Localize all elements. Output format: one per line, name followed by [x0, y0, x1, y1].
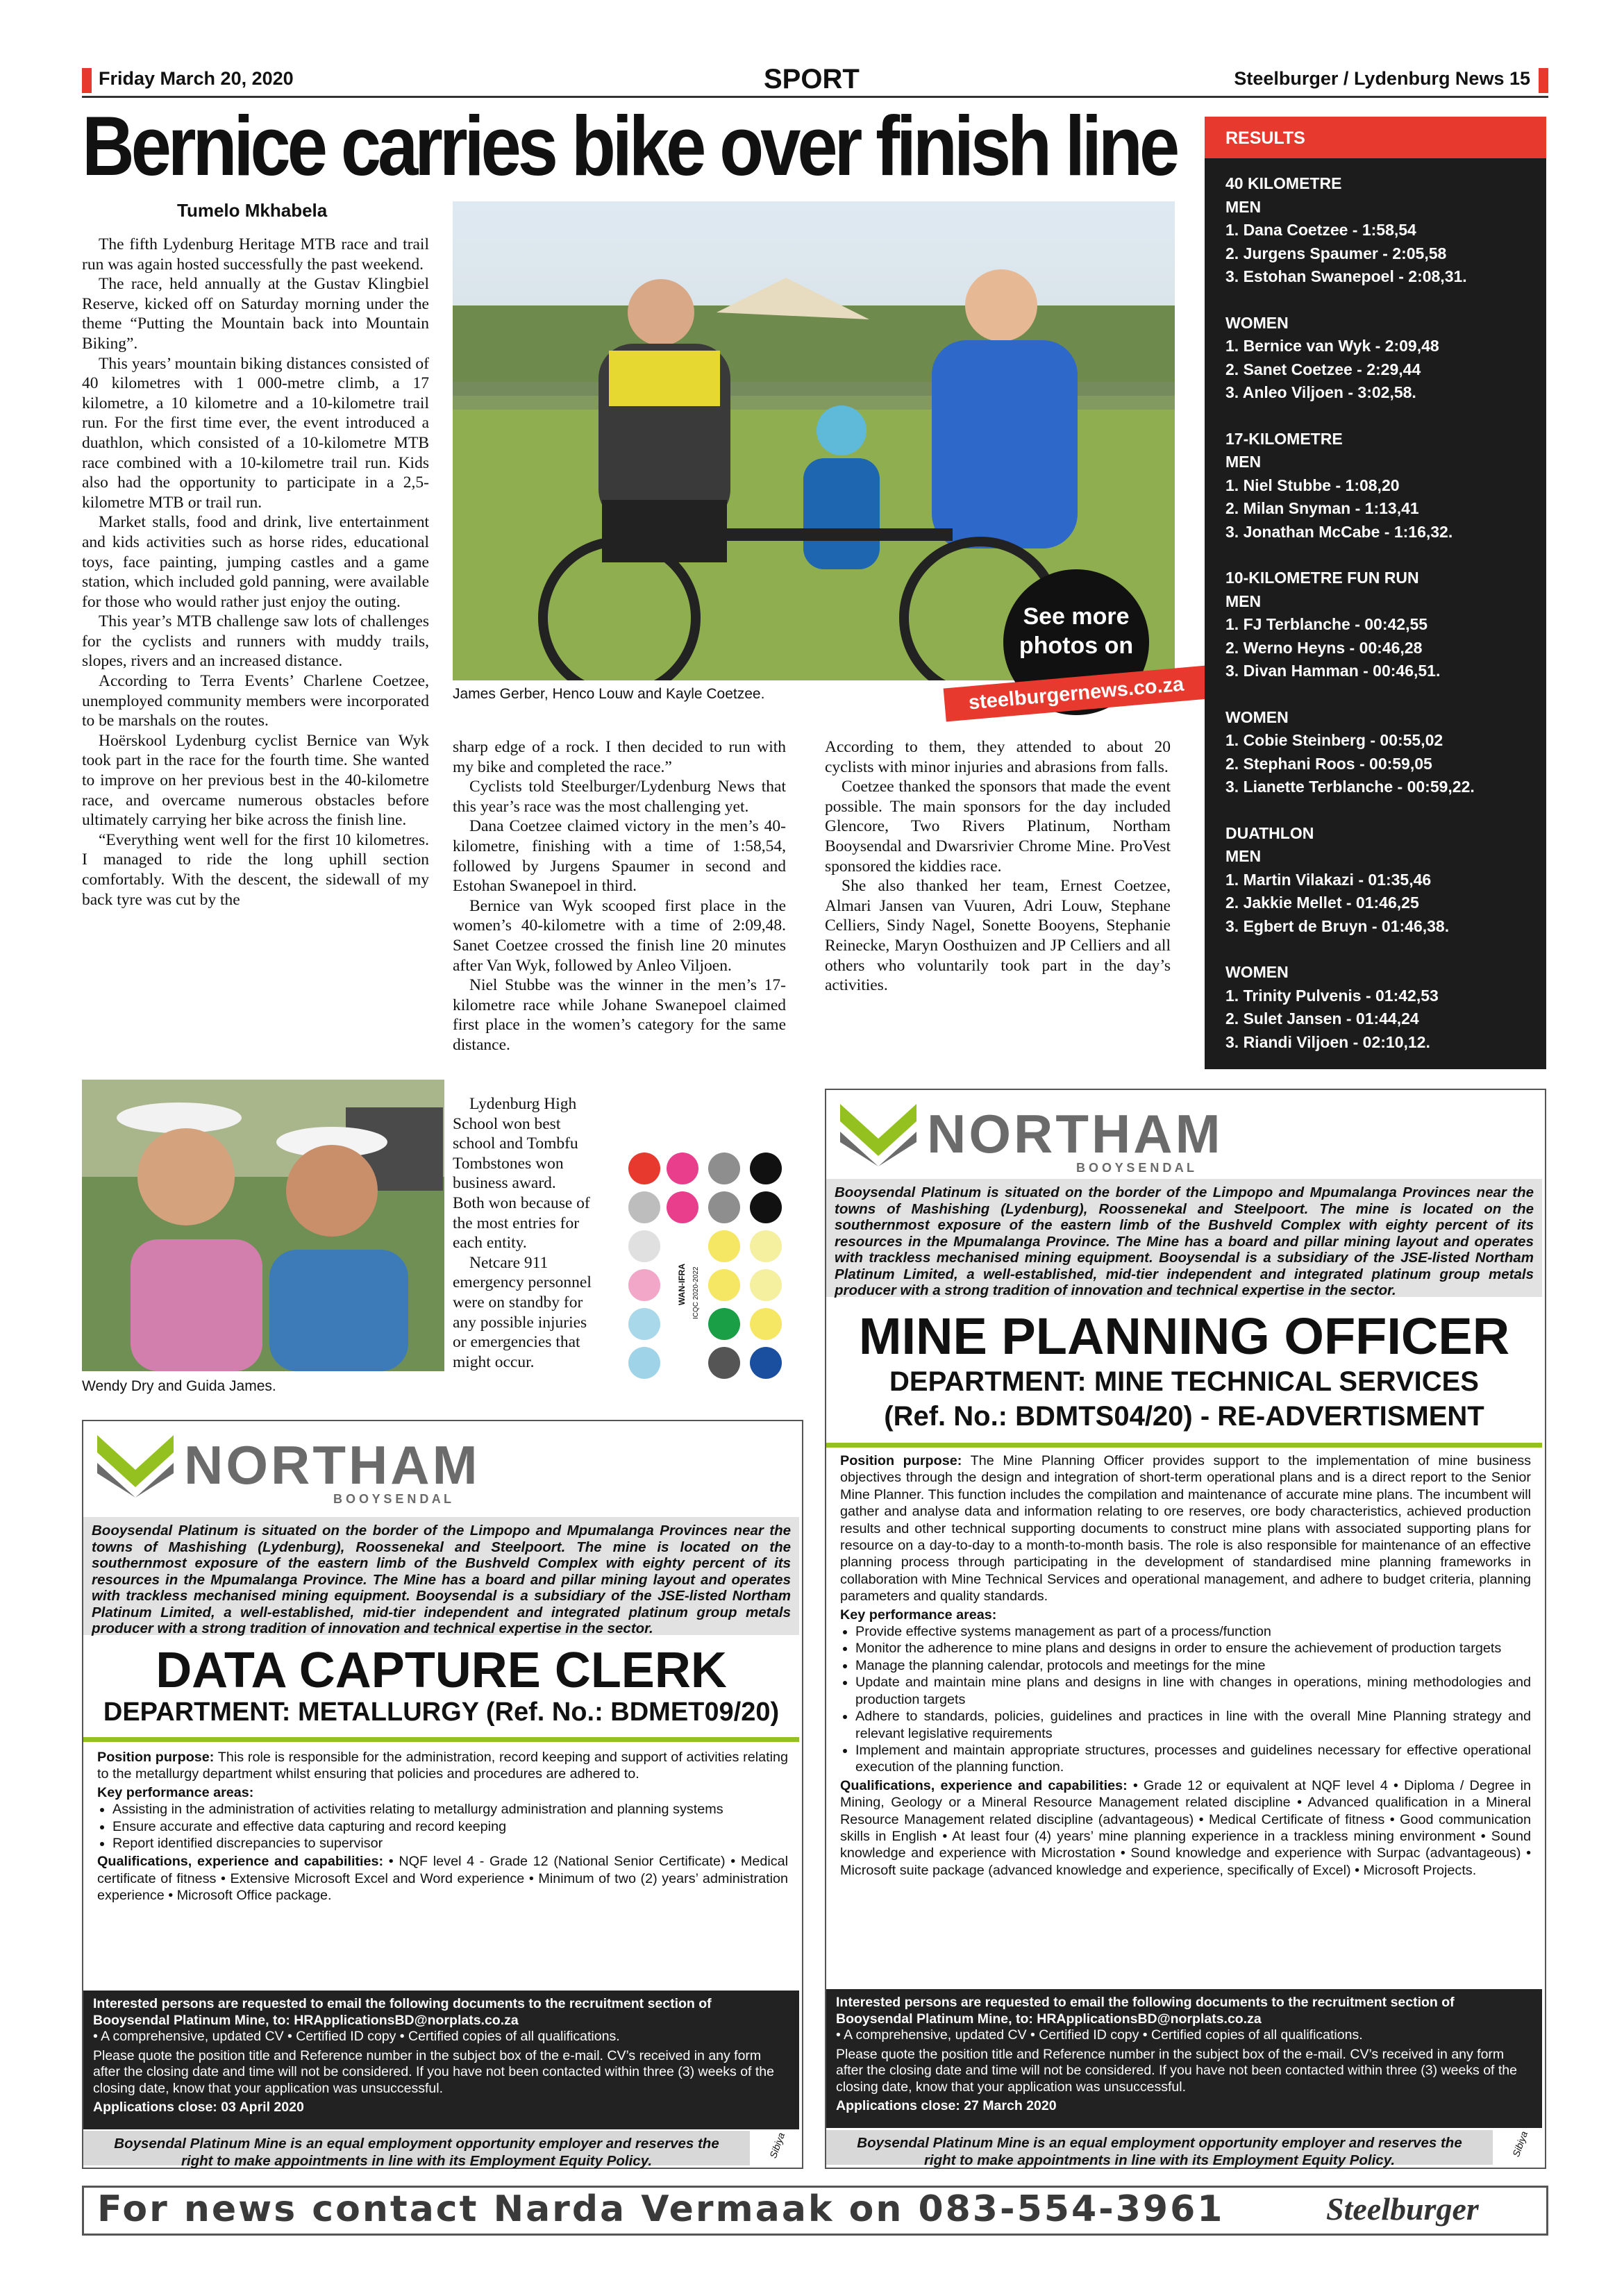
northam-logo-icon	[97, 1435, 174, 1498]
paragraph: Niel Stubbe was the winner in the men’s 17-kilometre race while Johane Swanepoel claimed first place in the women’s category for the same distance.	[453, 976, 786, 1054]
colour-swatch	[708, 1230, 740, 1262]
colour-swatch	[708, 1269, 740, 1301]
colour-swatch	[750, 1347, 782, 1379]
ad-body	[97, 1749, 788, 1904]
result-line: 3. Lianette Terblanche - 00:59,22.	[1225, 778, 1475, 796]
equity-statement: Boysendal Platinum Mine is an equal employment opportunity employer and reserves the right to make appointments in line with its Employment Equity Policy.	[826, 2130, 1493, 2165]
ad-data-capture-clerk	[82, 1420, 803, 2169]
runners-photo	[82, 1080, 444, 1371]
result-gap	[1225, 544, 1538, 567]
news-contact: For news contact Narda Vermaak on 083-554-3961	[97, 2188, 1225, 2230]
icqc-label: ICQC 2020-2022	[692, 1266, 700, 1319]
kpa-list	[97, 1801, 788, 1852]
equity-statement: Boysendal Platinum Mine is an equal employment opportunity employer and reserves the right to make appointments in line with its Employment Equity Policy.	[83, 2131, 750, 2165]
result-gap	[1225, 799, 1538, 822]
northam-logo-icon	[840, 1104, 916, 1166]
photo-caption: James Gerber, Henco Louw and Kayle Coetzee.	[453, 686, 765, 702]
result-line: 2. Stephani Roos - 00:59,05	[1225, 754, 1432, 773]
qualifications: Qualifications, experience and capabilities: • Grade 12 or equivalent at NQF level 4 • Diploma / Degree in Mining, Geology or a Mineral Resource Management related discipline • Advanced qualification in a Mineral Resource Management related discipline (advantageous) • Medical Certificate of fitness • Good communication skills in English • At least four (4) years’ mine planning experience in a trackless mining environment • Sound knowledge and experience with Microstation • Sound knowledge and experience with Surpac (advantageous) • Microsoft suite package (advanced knowledge and experience, specifically of Excel) • Microsoft Projects.	[840, 1777, 1531, 1878]
signature-stamp: Sibiya	[1510, 2129, 1530, 2159]
result-gap	[1225, 683, 1538, 706]
colour-swatch	[708, 1191, 740, 1223]
green-divider	[826, 1443, 1542, 1448]
ad-mine-planning-officer	[825, 1089, 1546, 2169]
result-line: 40 KILOMETRE	[1225, 174, 1342, 192]
ad-intro: Booysendal Platinum is situated on the border of the Limpopo and Mpumalanga Provinces near the towns of Mashishing (Lydenburg), Roossenekal and Steelpoort. The mine is located on the southernmost exposure of the eastern limb of the Bushveld Complex with eighty percent of its resources in the Mpumalanga Province. The Mine has a board and pillar mining layout and operates with trackless mechanised mining equipment. Booysendal is a subsidiary of the JSE-listed Northam Platinum Limited, a well-established, mid-tier independent and integrated platinum group metals producer with a strong tradition of innovation and technical expertise in the sector.	[83, 1517, 799, 1635]
list-item: • Manage the planning calendar, protocols and meetings for the mine	[855, 1657, 1531, 1674]
job-title: MINE PLANNING OFFICER	[858, 1307, 1510, 1365]
list-item: • Ensure accurate and effective data capturing and record keeping	[112, 1818, 788, 1835]
results-panel	[1205, 117, 1546, 1069]
required-documents: • A comprehensive, updated CV • Certified ID copy • Certified copies of all qualifications.	[836, 2027, 1363, 2043]
paragraph: According to them, they attended to about 20 cyclists with minor injuries and abrasions from falls.	[825, 738, 1171, 776]
result-line: 1. Bernice van Wyk - 2:09,48	[1225, 337, 1439, 355]
colour-swatch	[708, 1153, 740, 1184]
result-line: 1. Trinity Pulvenis - 01:42,53	[1225, 986, 1439, 1005]
colour-swatch	[708, 1308, 740, 1340]
result-line: 3. Estohan Swanepoel - 2:08,31.	[1225, 267, 1467, 285]
steelburger-logo: Steelburger	[1326, 2191, 1479, 2227]
colour-swatch	[667, 1191, 698, 1223]
kpa-list	[840, 1623, 1531, 1776]
apply-instructions: Interested persons are requested to email the following documents to the recruitment section of Booysendal Platinum Mine, to: HRApplicationsBD@norplats.co.za	[93, 1996, 712, 2028]
job-department: DEPARTMENT: METALLURGY (Ref. No.: BDMET09/20)	[103, 1698, 780, 1727]
list-item: • Adhere to standards, policies, guidelines and practices in line with the overall Mine Planning strategy and relevant legislative requirements	[855, 1708, 1531, 1742]
kpa-label: Key performance areas:	[97, 1784, 254, 1800]
result-line: MEN	[1225, 847, 1262, 865]
result-line: 2. Jakkie Mellet - 01:46,25	[1225, 894, 1419, 912]
closing-date: Applications close: 27 March 2020	[836, 2098, 1057, 2113]
result-line: 3. Jonathan McCabe - 1:16,32.	[1225, 522, 1453, 541]
article-column-1	[82, 235, 429, 910]
results-title: RESULTS	[1225, 128, 1305, 148]
paragraph: Market stalls, food and drink, live entertainment and kids activities such as horse rides, educational toys, face painting, jumping castles and a game station, which included gold panning, were available for those who would rather just enjoy the outing.	[82, 513, 429, 611]
required-documents: • A comprehensive, updated CV • Certified ID copy • Certified copies of all qualifications.	[93, 2029, 620, 2044]
result-line: WOMEN	[1225, 313, 1289, 332]
result-gap	[1225, 289, 1538, 312]
colour-swatch	[750, 1191, 782, 1223]
application-note: Please quote the position title and Reference number in the subject box of the e-mail. CV’s received in any form after the closing date and time will not be considered. If you have not been contacted within three (3) weeks of the closing date, know that your application was unsuccessful.	[836, 2046, 1517, 2095]
result-line: 2. Jurgens Spaumer - 2:05,58	[1225, 244, 1447, 262]
northam-logo-sub: B O O Y S E N D A L	[1076, 1161, 1195, 1175]
results-header	[1205, 117, 1546, 158]
colour-swatch	[628, 1347, 660, 1379]
colour-swatch	[628, 1269, 660, 1301]
colour-swatch	[628, 1153, 660, 1184]
list-item: • Implement and maintain appropriate structures, processes and guidelines necessary for effective operational execution of the planning function.	[855, 1742, 1531, 1776]
ad-body	[840, 1452, 1531, 1879]
position-purpose: Position purpose: The Mine Planning Officer provides support to the implementation of mine business objectives through the design and integration of short-term operational plans and is a direct report to the Senior Mine Planner. This function includes the compilation and maintenance of accurate mine plans. The incumbent will gather and analyse data and information relating to ore reserves, ore body characteristics, achieved production results and other technical supporting documents to construct mine plans with associated supporting plans for resource on a day-to-day to a month-to-month basis. The role is also responsible for maintenance of an effective planning process through participating in the development of standardised mine planning frameworks in collaboration with Mine Technical Services and operational management, and adhere to budget criteria, planning parameters and quality standards.	[840, 1453, 1532, 1604]
result-line: DUATHLON	[1225, 823, 1314, 842]
green-divider	[83, 1737, 799, 1742]
list-item: • Provide effective systems management as part of a process/function	[855, 1623, 1531, 1640]
article-headline: Bernice carries bike over finish line	[82, 99, 1177, 193]
result-line: 1. Niel Stubbe - 1:08,20	[1225, 476, 1400, 494]
qualifications: Qualifications, experience and capabilities: • NQF level 4 - Grade 12 (National Senior Certificate) • Medical certificate of fitness • Extensive Microsoft Excel and Word experience • Minimum of two (2) years’ administration experience • Microsoft Office package.	[97, 1854, 789, 1904]
ad-intro: Booysendal Platinum is situated on the border of the Limpopo and Mpumalanga Provinces near the towns of Mashishing (Lydenburg), Roossenekal and Steelpoort. The mine is located on the southernmost exposure of the eastern limb of the Bushveld Complex with eighty percent of its resources in the Mpumalanga Province. The Mine has a board and pillar mining layout and operates with trackless mechanised mining equipment. Booysendal is a subsidiary of the JSE-listed Northam Platinum Limited, a well-established, mid-tier independent and integrated platinum group metals producer with a strong tradition of innovation and technical expertise in the sector.	[826, 1179, 1542, 1297]
result-line: 2. Werno Heyns - 00:46,28	[1225, 638, 1423, 657]
application-info	[826, 1989, 1542, 2128]
colour-swatch	[667, 1153, 698, 1184]
result-gap	[1225, 405, 1538, 428]
result-line: WOMEN	[1225, 707, 1289, 726]
colour-swatch	[628, 1230, 660, 1262]
results-list	[1225, 172, 1538, 1054]
northam-logo-text: NORTHAM	[927, 1103, 1223, 1164]
paragraph: Netcare 911 emergency personnel were on standby for any possible injuries or emergencies that might occur.	[453, 1253, 592, 1371]
application-note: Please quote the position title and Reference number in the subject box of the e-mail. CV’s received in any form after the closing date and time will not be considered. If you have not been contacted within three (3) weeks of the closing date, know that your application was unsuccessful.	[93, 2047, 774, 2096]
article-column-2-narrow	[453, 1094, 592, 1372]
result-line: 10-KILOMETRE FUN RUN	[1225, 569, 1419, 587]
closing-date: Applications close: 03 April 2020	[93, 2100, 304, 2115]
result-line: 2. Sanet Coetzee - 2:29,44	[1225, 360, 1421, 378]
job-title: DATA CAPTURE CLERK	[156, 1643, 727, 1698]
paragraph: sharp edge of a rock. I then decided to run with my bike and completed the race.”	[453, 738, 786, 776]
result-line: WOMEN	[1225, 963, 1289, 981]
article-column-2	[453, 737, 786, 1055]
list-item: • Update and maintain mine plans and designs in line with changes in operations, mining methodologies and production targets	[855, 1674, 1531, 1708]
paragraph: Dana Coetzee claimed victory in the men’s 40-kilometre, finishing with a time of 1:58,54, followed by Jurgens Spaumer in second and Estohan Swanepoel in third.	[453, 817, 786, 896]
paragraph: Cyclists told Steelburger/Lydenburg News that this year’s race was the most challenging yet.	[453, 778, 786, 816]
list-item: • Monitor the adherence to mine plans and designs in order to ensure the achievement of production targets	[855, 1640, 1531, 1657]
result-line: 2. Sulet Jansen - 01:44,24	[1225, 1009, 1419, 1028]
paragraph: According to Terra Events’ Charlene Coetzee, unemployed community members were incorporated to be marshals on the routes.	[82, 672, 429, 730]
application-info	[83, 1991, 799, 2129]
header-accent-left	[82, 68, 92, 93]
result-line: 1. Martin Vilakazi - 01:35,46	[1225, 870, 1432, 889]
colour-control-chart	[628, 1153, 802, 1389]
paragraph: She also thanked her team, Ernest Coetzee, Almari Jansen van Vuuren, Adri Louw, Stephane Celliers, Sindy Nagel, Sonette Booyens, Stephanie Reinecke, Maryn Oosthuizen and JP Celliers and all others who voluntarily took part in the day’s activities.	[825, 877, 1171, 995]
result-line: 3. Anleo Viljoen - 3:02,58.	[1225, 383, 1416, 401]
kpa-label: Key performance areas:	[840, 1607, 997, 1623]
badge-line-1: See more	[1023, 603, 1130, 630]
colour-swatch	[628, 1191, 660, 1223]
apply-instructions: Interested persons are requested to email the following documents to the recruitment section of Booysendal Platinum Mine, to: HRApplicationsBD@norplats.co.za	[836, 1995, 1455, 2027]
colour-swatch	[750, 1153, 782, 1184]
list-item: • Assisting in the administration of activities relating to metallurgy administration and planning systems	[112, 1801, 788, 1818]
header-rule	[82, 96, 1548, 98]
result-line: MEN	[1225, 197, 1262, 216]
colour-swatch	[750, 1269, 782, 1301]
paper-page-label: Steelburger / Lydenburg News 15	[1234, 68, 1530, 89]
section-title: SPORT	[764, 64, 860, 94]
badge-line-2: photos on	[1019, 632, 1134, 659]
paragraph: Bernice van Wyk scooped first place in the women’s 40-kilometre with a time of 2:09,48. Sanet Coetzee crossed the finish line 20 minutes after Van Wyk, followed by Anleo Viljoen.	[453, 896, 786, 975]
paragraph: Lydenburg High School won best school and Tombfu Tombstones won business award. Both won because of the most entries for each entity.	[453, 1095, 590, 1252]
result-line: 3. Egbert de Bruyn - 01:46,38.	[1225, 916, 1450, 935]
northam-logo-text: NORTHAM	[184, 1434, 480, 1495]
result-line: 3. Riandi Viljoen - 02:10,12.	[1225, 1032, 1430, 1051]
article-byline: Tumelo Mkhabela	[177, 200, 328, 221]
colour-swatch	[708, 1347, 740, 1379]
result-line: 1. FJ Terblanche - 00:42,55	[1225, 615, 1428, 633]
paragraph: Coetzee thanked the sponsors that made the event possible. The main sponsors for the day included Glencore, Two Rivers Platinum, Northam Booysendal and Dwarsrivier Chrome Mine. ProVest sponsored the kiddies race.	[825, 778, 1171, 875]
result-line: 2. Milan Snyman - 1:13,41	[1225, 499, 1419, 517]
result-line: 1. Cobie Steinberg - 00:55,02	[1225, 731, 1443, 749]
colour-swatch	[628, 1308, 660, 1340]
signature-stamp: Sibiya	[767, 2131, 787, 2160]
colour-swatch	[750, 1308, 782, 1340]
result-line: 17-KILOMETRE	[1225, 429, 1343, 448]
paragraph: This years’ mountain biking distances consisted of 40 kilometres with 1 000-metre climb, a 17 kilometre, a 10 kilometre and a 10-kilometre trail run. For the first time ever, the event introduced a duathlon, which consisted of a 10-kilometre MTB race combined with a 10-kilometre trail run. Kids also had the opportunity to participate in a 2,5-kilometre MTB or trail run.	[82, 354, 429, 512]
article-column-3	[825, 737, 1171, 996]
list-item: • Report identified discrepancies to supervisor	[112, 1835, 788, 1852]
result-line: 3. Divan Hamman - 00:46,51.	[1225, 662, 1441, 680]
result-gap	[1225, 938, 1538, 961]
job-department: DEPARTMENT: MINE TECHNICAL SERVICES	[889, 1366, 1479, 1397]
website-link[interactable]: steelburgernews.co.za	[944, 666, 1209, 722]
position-purpose: Position purpose: This role is responsible for the administration, record keeping and support of activities relating to the metallurgy department whilst ensuring that policies and procedures are adhered to.	[97, 1750, 789, 1782]
paragraph: The race, held annually at the Gustav Klingbiel Reserve, kicked off on Saturday morning under the theme “Putting the Mountain back into Mountain Biking”.	[82, 275, 429, 353]
paragraph: Hoërskool Lydenburg cyclist Bernice van Wyk took part in the race for the fourth time. She wanted to improve on her previous best in the 40-kilometre race, and overcame numerous obstacles before ultimately carrying her bike across the finish line.	[82, 731, 429, 830]
header-accent-right	[1539, 68, 1548, 93]
result-line: MEN	[1225, 592, 1262, 610]
northam-logo-sub: B O O Y S E N D A L	[333, 1492, 452, 1506]
wan-ifra-label: WAN-IFRA	[677, 1264, 687, 1305]
job-reference: (Ref. No.: BDMTS04/20) - RE-ADVERTISMENT	[884, 1401, 1484, 1432]
photo-caption: Wendy Dry and Guida James.	[82, 1378, 276, 1394]
paragraph: “Everything went well for the first 10 kilometres. I managed to ride the long uphill section comfortably. With the descent, the sidewall of my back tyre was cut by the	[82, 830, 429, 909]
paragraph: This year’s MTB challenge saw lots of challenges for the cyclists and runners with muddy trails, slopes, rivers and an increased distance.	[82, 612, 429, 671]
colour-swatch	[750, 1230, 782, 1262]
result-line: MEN	[1225, 453, 1262, 471]
result-line: 1. Dana Coetzee - 1:58,54	[1225, 221, 1416, 239]
paragraph: The fifth Lydenburg Heritage MTB race and trail run was again hosted successfully the past weekend.	[82, 235, 429, 274]
issue-date: Friday March 20, 2020	[99, 68, 294, 89]
